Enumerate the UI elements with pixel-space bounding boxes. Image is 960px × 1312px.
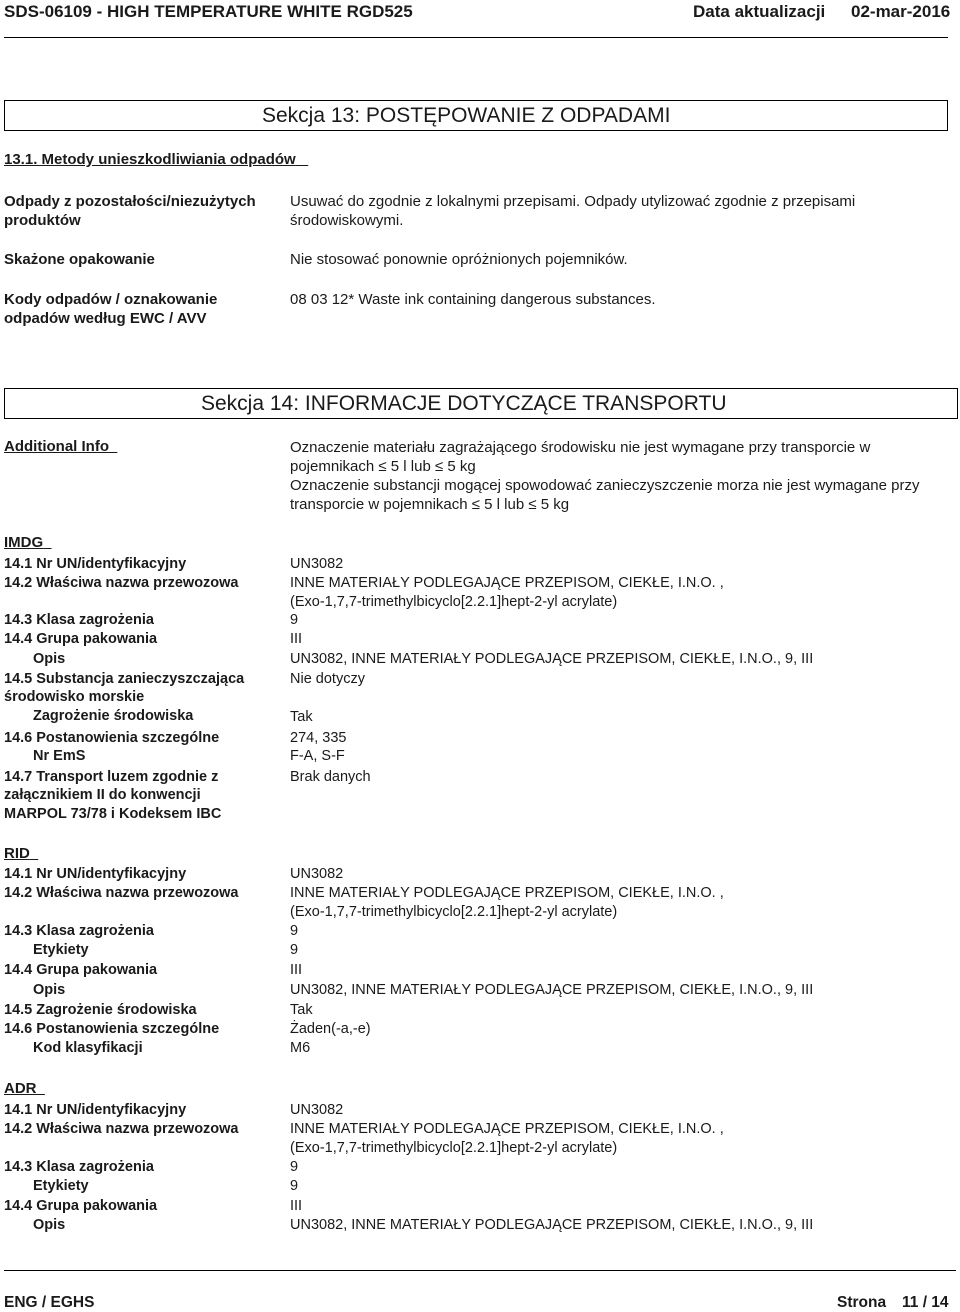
imdg-bulk-label-1: 14.7 Transport luzem zgodnie z [4, 769, 219, 785]
waste-codes-value: 08 03 12* Waste ink containing dangerous substances. [290, 291, 656, 308]
adr-name-value-2: (Exo-1,7,7-trimethylbicyclo[2.2.1]hept-2-yl acrylate) [290, 1140, 618, 1156]
additional-info-text-1: Oznaczenie materiału zagrażającego środowisku nie jest wymagane przy transporcie w pojemnikach ≤ 5 l lub ≤ 5 kg [290, 439, 871, 475]
adr-un-value: UN3082 [290, 1102, 344, 1118]
additional-info-heading [4, 438, 117, 455]
imdg-special-provisions-value: 274, 335 [290, 730, 347, 746]
section-13-1-text: 13.1. Metody unieszkodliwiania odpadów [4, 151, 296, 168]
adr-name-label: 14.2 Właściwa nazwa przewozowa [4, 1121, 239, 1137]
adr-class-value: 9 [290, 1159, 299, 1175]
page-number: 11 / 14 [902, 1294, 949, 1311]
rid-class-value: 9 [290, 923, 299, 939]
imdg-class-label: 14.3 Klasa zagrożenia [4, 612, 154, 628]
imdg-name-value-1: INNE MATERIAŁY PODLEGAJĄCE PRZEPISOM, CIEKŁE, I.N.O. , [290, 575, 724, 591]
imdg-class-value: 9 [290, 612, 299, 628]
rid-env-hazard-value: Tak [290, 1002, 313, 1018]
imdg-un-label: 14.1 Nr UN/identyfikacyjny [4, 556, 187, 572]
imdg-bulk-label-3: MARPOL 73/78 i Kodeksem IBC [4, 806, 222, 822]
additional-info-text-2: Oznaczenie substancji mogącej spowodować zanieczyszczenie morza nie jest wymagane przy transporcie w pojemnikach ≤ 5 l lub ≤ 5 kg [290, 477, 920, 513]
page-label: Strona [837, 1294, 887, 1311]
rid-title: RID [4, 845, 30, 862]
imdg-name-value-2: (Exo-1,7,7-trimethylbicyclo[2.2.1]hept-2-yl acrylate) [290, 594, 618, 610]
imdg-marine-pollutant-value: Nie dotyczy [290, 671, 365, 687]
rid-classification-code-value: M6 [290, 1040, 311, 1056]
imdg-description-label: Opis [33, 651, 66, 667]
adr-packing-group-value: III [290, 1198, 303, 1214]
rid-packing-group-label: 14.4 Grupa pakowania [4, 962, 158, 978]
section-13-title: Sekcja 13: POSTĘPOWANIE Z ODPADAMI [262, 104, 671, 127]
imdg-special-provisions-label: 14.6 Postanowienia szczególne [4, 730, 220, 746]
imdg-env-hazard-label: Zagrożenie środowiska [33, 708, 194, 724]
header-divider [4, 37, 948, 38]
rid-classification-code-label: Kod klasyfikacji [33, 1040, 143, 1056]
rid-name-value-1: INNE MATERIAŁY PODLEGAJĄCE PRZEPISOM, CIEKŁE, I.N.O. , [290, 885, 724, 901]
waste-codes-label: Kody odpadów / oznakowanie odpadów według EWC / AVV [4, 291, 218, 327]
imdg-ems-label: Nr EmS [33, 748, 86, 764]
rid-labels-value: 9 [290, 942, 299, 958]
adr-labels-value: 9 [290, 1178, 299, 1194]
rid-description-label: Opis [33, 982, 66, 998]
adr-un-label: 14.1 Nr UN/identyfikacyjny [4, 1102, 187, 1118]
footer-divider [4, 1270, 956, 1271]
imdg-packing-group-value: III [290, 631, 303, 647]
rid-class-label: 14.3 Klasa zagrożenia [4, 923, 154, 939]
revision-date-value: 02-mar-2016 [851, 2, 951, 21]
imdg-title: IMDG [4, 534, 44, 551]
rid-env-hazard-label: 14.5 Zagrożenie środowiska [4, 1002, 197, 1018]
rid-un-value: UN3082 [290, 866, 344, 882]
imdg-heading [4, 534, 52, 551]
rid-labels-label: Etykiety [33, 942, 89, 958]
imdg-marine-pollutant-label-2: środowisko morskie [4, 689, 145, 705]
imdg-bulk-value: Brak danych [290, 769, 371, 785]
revision-date-label: Data aktualizacji [693, 2, 826, 21]
adr-class-label: 14.3 Klasa zagrożenia [4, 1159, 154, 1175]
rid-un-label: 14.1 Nr UN/identyfikacyjny [4, 866, 187, 882]
waste-residues-label: Odpady z pozostałości/niezużytych produktów [4, 193, 256, 229]
rid-heading [4, 845, 38, 862]
adr-heading [4, 1080, 45, 1097]
imdg-description-value: UN3082, INNE MATERIAŁY PODLEGAJĄCE PRZEPISOM, CIEKŁE, I.N.O., 9, III [290, 651, 814, 667]
document-header-title: SDS-06109 - HIGH TEMPERATURE WHITE RGD525 [4, 2, 413, 21]
waste-residues-value: Usuwać do zgodnie z lokalnymi przepisami. Odpady utylizować zgodnie z przepisami środowiskowymi. [290, 193, 856, 229]
imdg-packing-group-label: 14.4 Grupa pakowania [4, 631, 158, 647]
imdg-un-value: UN3082 [290, 556, 344, 572]
rid-packing-group-value: III [290, 962, 303, 978]
contaminated-packaging-value: Nie stosować ponownie opróżnionych pojemników. [290, 251, 628, 268]
footer-format-label: ENG / EGHS [4, 1294, 95, 1311]
rid-name-value-2: (Exo-1,7,7-trimethylbicyclo[2.2.1]hept-2-yl acrylate) [290, 904, 618, 920]
adr-description-value: UN3082, INNE MATERIAŁY PODLEGAJĄCE PRZEPISOM, CIEKŁE, I.N.O., 9, III [290, 1217, 814, 1233]
imdg-env-hazard-value: Tak [290, 709, 313, 725]
rid-name-label: 14.2 Właściwa nazwa przewozowa [4, 885, 239, 901]
rid-description-value: UN3082, INNE MATERIAŁY PODLEGAJĄCE PRZEPISOM, CIEKŁE, I.N.O., 9, III [290, 982, 814, 998]
adr-labels-label: Etykiety [33, 1178, 89, 1194]
rid-special-provisions-label: 14.6 Postanowienia szczególne [4, 1021, 220, 1037]
adr-name-value-1: INNE MATERIAŁY PODLEGAJĄCE PRZEPISOM, CIEKŁE, I.N.O. , [290, 1121, 724, 1137]
imdg-marine-pollutant-label-1: 14.5 Substancja zanieczyszczająca [4, 671, 245, 687]
imdg-bulk-label-2: załącznikiem II do konwencji [4, 787, 201, 803]
adr-description-label: Opis [33, 1217, 66, 1233]
rid-special-provisions-value: Żaden(-a,-e) [290, 1021, 371, 1037]
adr-packing-group-label: 14.4 Grupa pakowania [4, 1198, 158, 1214]
additional-info-label: Additional Info [4, 438, 109, 455]
imdg-ems-value: F-A, S-F [290, 748, 345, 764]
section-13-1-heading [4, 151, 308, 168]
imdg-name-label: 14.2 Właściwa nazwa przewozowa [4, 575, 239, 591]
section-14-title: Sekcja 14: INFORMACJE DOTYCZĄCE TRANSPORTU [201, 392, 727, 415]
adr-title: ADR [4, 1080, 37, 1097]
contaminated-packaging-label: Skażone opakowanie [4, 251, 155, 268]
